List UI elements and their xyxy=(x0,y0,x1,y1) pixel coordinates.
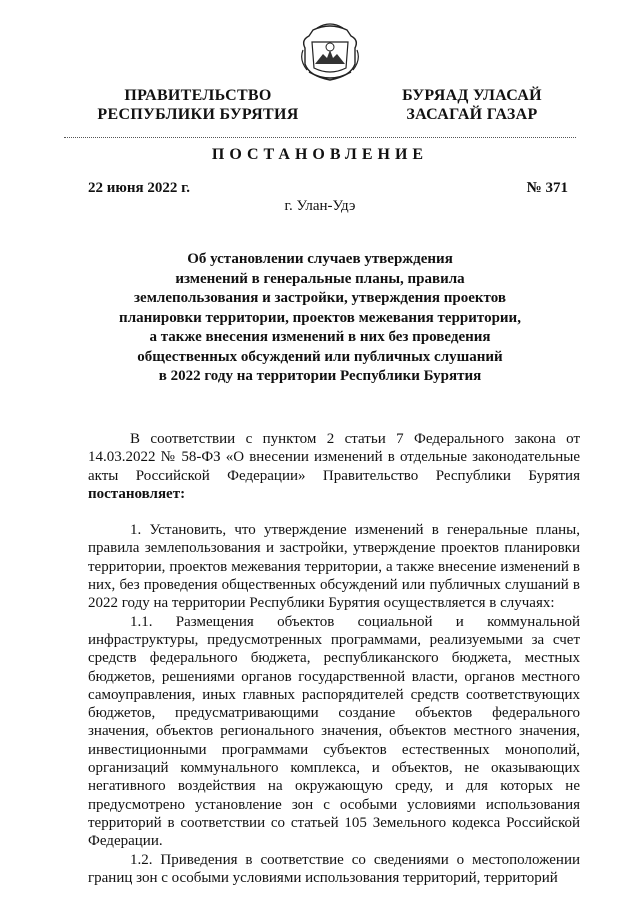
document-date: 22 июня 2022 г. xyxy=(88,180,190,196)
header-left-line: ПРАВИТЕЛЬСТВО xyxy=(124,87,272,104)
document-type: ПОСТАНОВЛЕНИЕ xyxy=(211,146,429,163)
title-line: изменений в генеральные планы, правила xyxy=(175,270,465,287)
preamble-text: В соответствии с пунктом 2 статьи 7 Федерального закона от 14.03.2022 № 58-ФЗ «О внесении изменений в отдельные законодательные акты Российской Федерации» Правительство Республики Бурятия xyxy=(88,431,580,484)
preamble-paragraph xyxy=(88,430,580,503)
document-number: № 371 xyxy=(526,180,568,196)
paragraph-1-2: 1.2. Приведения в соответствие со сведениями о местоположении границ зон с особыми условиями использования территорий, территорий xyxy=(88,851,580,886)
government-name-buryat xyxy=(372,86,572,124)
government-name-russian xyxy=(88,86,308,124)
paragraph-1: 1. Установить, что утверждение изменений в генеральные планы, правила землепользования и застройки, утверждение проектов планировки территории, проектов межевания территории, а также внесение изменений в них, без проведения общественных обсуждений или публичных слушаний в 2022 году на территории Республики Бурятия осуществляется в случаях: xyxy=(88,522,580,612)
document-city: г. Улан-Удэ xyxy=(284,198,356,214)
title-line: Об установлении случаев утверждения xyxy=(187,251,453,267)
paragraph-1-1: 1.1. Размещения объектов социальной и коммунальной инфраструктуры, предусмотренных программами, реализуемыми за счет средств федерального бюджета, республиканского бюджета, местных бюджетов, решениями органов государственной власти, органов местного самоуправления, иных главных распорядителей средств соответствующих бюджетов, предусматривающими создание объектов федерального значения, объектов регионального значения, объектов местного значения, инвестиционными программами субъектов естественных монополий, организаций коммунального комплекса, и объектов, не оказывающих негативного воздействия на окружающую среду, и для которых не предусмотрено установление зон с особыми условиями использования территорий в соответствии со статьей 105 Земельного кодекса Российской Федерации. xyxy=(88,613,580,850)
title-line: а также внесения изменений в них без проведения xyxy=(149,329,491,345)
preamble-resolves: постановляет: xyxy=(88,485,186,502)
title-line: планировки территории, проектов межевания территории, xyxy=(119,309,521,326)
title-line: общественных обсуждений или публичных слушаний xyxy=(137,348,503,365)
document-title xyxy=(100,250,540,387)
header-left-line: РЕСПУБЛИКИ БУРЯТИЯ xyxy=(97,106,299,123)
header-right-line: ЗАСАГАЙ ГАЗАР xyxy=(406,106,538,123)
header-right-line: БУРЯАД УЛАСАЙ xyxy=(402,87,542,104)
coat-of-arms-icon xyxy=(299,20,361,82)
header-divider xyxy=(64,137,576,138)
title-line: землепользования и застройки, утверждения проектов xyxy=(134,290,506,306)
document-body xyxy=(88,430,580,887)
title-line: в 2022 году на территории Республики Бурятия xyxy=(158,368,482,384)
